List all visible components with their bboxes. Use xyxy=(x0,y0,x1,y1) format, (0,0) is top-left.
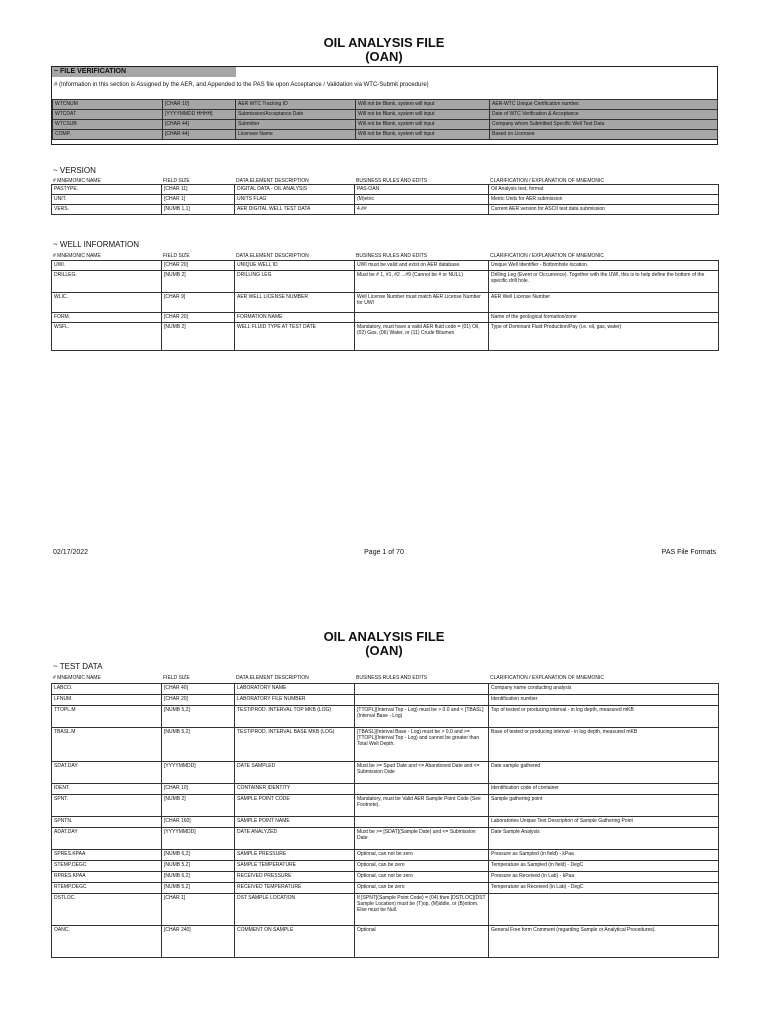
cell-description: RECEIVED TEMPERATURE xyxy=(235,883,355,894)
page2-subtitle: (OAN) xyxy=(365,643,403,658)
cell-field-size: [CHAR 20] xyxy=(162,313,235,323)
cell-clarification: Name of the geological formation/zone xyxy=(489,313,719,323)
column-header-business-rules: BUSINESS RULES AND EDITS xyxy=(356,675,428,681)
cell-business-rules xyxy=(355,695,489,706)
table-row xyxy=(52,261,719,271)
cell-business-rules: Will not be Blank, system will input xyxy=(356,130,490,140)
test-data-table xyxy=(51,683,719,958)
cell-clarification: Date of WTC Verification & Acceptance xyxy=(490,110,718,120)
cell-business-rules: Optional, can not be zero xyxy=(355,850,489,861)
cell-field-size: [CHAR 240] xyxy=(162,926,235,958)
version-section-title: ~ VERSION xyxy=(53,166,96,175)
footer-label: PAS File Formats xyxy=(661,549,716,556)
cell-field-size: [CHAR 1] xyxy=(162,894,235,926)
table-row xyxy=(52,323,719,351)
cell-field-size: [CHAR 11] xyxy=(162,185,235,195)
cell-mnemonic: ADAT.DAY xyxy=(52,828,162,850)
cell-description: RECEIVED PRESSURE xyxy=(235,872,355,883)
table-row xyxy=(52,706,719,728)
column-header-description: DATA ELEMENT DESCRIPTION xyxy=(236,178,309,184)
cell-clarification: Based on Licensee xyxy=(490,130,718,140)
well-information-header xyxy=(53,253,720,259)
table-row xyxy=(52,828,719,850)
test-data-header xyxy=(53,675,720,681)
cell-description: SAMPLE PRESSURE xyxy=(235,850,355,861)
cell-clarification: AER-WTC Unique Certification number. xyxy=(490,100,718,110)
cell-mnemonic: IDENT. xyxy=(52,784,162,795)
file-verification-table xyxy=(52,99,718,140)
cell-mnemonic: FORM. xyxy=(52,313,162,323)
cell-clarification: Pressure as Sampled (in field) - kPaa xyxy=(489,850,719,861)
cell-description: LABORATORY FILE NUMBER xyxy=(235,695,355,706)
cell-field-size: [NUMB 5,2] xyxy=(162,728,235,762)
cell-clarification: General Free form Comment (regarding Sample or Analytical Procedures). xyxy=(489,926,719,958)
cell-clarification: Drilling Leg (Event or Occurrence). Together with the UWI, this is to help define the bottom of the specific drill hole. xyxy=(489,271,719,293)
cell-description: DST SAMPLE LOCATION xyxy=(235,894,355,926)
cell-clarification: Temperature as Received (in Lab) - DegC xyxy=(489,883,719,894)
cell-description: COMMENT ON SAMPLE xyxy=(235,926,355,958)
cell-clarification: Laboratories Unique Text Description of Sample Gathering Point xyxy=(489,817,719,828)
cell-field-size: [CHAR 20] xyxy=(162,261,235,271)
column-header-field-size: FIELD SIZE xyxy=(163,675,190,681)
cell-mnemonic: LFNUM. xyxy=(52,695,162,706)
cell-clarification: Company name conducting analysis xyxy=(489,684,719,695)
cell-description: DATE ANALYZED xyxy=(235,828,355,850)
cell-field-size: [NUMB 2] xyxy=(162,323,235,351)
cell-description: AER WELL LICENSE NUMBER xyxy=(235,293,355,313)
cell-clarification: Temperature as Sampled (in field) - DegC xyxy=(489,861,719,872)
table-row xyxy=(52,684,719,695)
cell-clarification: Identification code of container xyxy=(489,784,719,795)
column-header-clarification: CLARIFICATION / EXPLANATION OF MNEMONIC xyxy=(490,178,604,184)
cell-field-size: [NUMB 5,2] xyxy=(162,883,235,894)
cell-description: UNIQUE WELL ID xyxy=(235,261,355,271)
cell-field-size: [NUMB 1,1] xyxy=(162,205,235,215)
table-row xyxy=(52,195,719,205)
cell-description: SAMPLE TEMPERATURE xyxy=(235,861,355,872)
page1-subtitle: (OAN) xyxy=(365,49,403,64)
column-header-description: DATA ELEMENT DESCRIPTION xyxy=(236,675,309,681)
cell-business-rules: (M)etric xyxy=(355,195,489,205)
column-header-mnemonic: # MNEMONIC NAME xyxy=(53,178,101,184)
cell-mnemonic: WTCNUM xyxy=(53,100,163,110)
column-header-mnemonic: # MNEMONIC NAME xyxy=(53,675,101,681)
cell-clarification: Date sample gathered xyxy=(489,762,719,784)
cell-mnemonic: WLIC. xyxy=(52,293,162,313)
page1-title: OIL ANALYSIS FILE xyxy=(323,35,445,50)
cell-mnemonic: WTCSUB xyxy=(53,120,163,130)
file-verification-note: # (Information in this section is Assigned by the AER, and Appended to the PAS file upon Acceptance / Validation via WTC-Submit procedure) xyxy=(54,82,429,88)
cell-clarification: AER Well License Number xyxy=(489,293,719,313)
cell-business-rules: If [SPNT](Sample Point Code) = (04) then [DSTLOC](DST Sample Location) must be (T)op, (M)iddle, or (B)ottom. Else must be Null. xyxy=(355,894,489,926)
column-header-business-rules: BUSINESS RULES AND EDITS xyxy=(356,253,428,259)
table-row xyxy=(52,271,719,293)
footer-page-number: Page 1 of 70 xyxy=(364,549,404,556)
cell-field-size: [CHAR 160] xyxy=(162,817,235,828)
cell-clarification: Company whom Submitted Specific Well Test Data xyxy=(490,120,718,130)
column-header-mnemonic: # MNEMONIC NAME xyxy=(53,253,101,259)
cell-field-size: [CHAR 1] xyxy=(162,195,235,205)
table-row xyxy=(52,205,719,215)
cell-description: WELL FLUID TYPE AT TEST DATE xyxy=(235,323,355,351)
cell-description: FORMATION NAME xyxy=(235,313,355,323)
table-row xyxy=(52,185,719,195)
cell-clarification: Metric Units for AER submission xyxy=(489,195,719,205)
cell-field-size: [CHAR 44] xyxy=(163,130,236,140)
cell-mnemonic: PASTYPE. xyxy=(52,185,162,195)
cell-clarification xyxy=(489,894,719,926)
cell-field-size: [NUMB 6,2] xyxy=(162,872,235,883)
cell-business-rules xyxy=(355,684,489,695)
table-row xyxy=(52,817,719,828)
cell-description: TEST/PROD. INTERVAL BASE MKB (LOG) xyxy=(235,728,355,762)
table-row xyxy=(53,120,718,130)
cell-business-rules xyxy=(355,817,489,828)
cell-mnemonic: OANC. xyxy=(52,926,162,958)
table-row xyxy=(52,926,719,958)
cell-mnemonic: TBASL.M xyxy=(52,728,162,762)
cell-business-rules: UWI must be valid and exist on AER database. xyxy=(355,261,489,271)
column-header-clarification: CLARIFICATION / EXPLANATION OF MNEMONIC xyxy=(490,675,604,681)
cell-field-size: [CHAR 10] xyxy=(163,100,236,110)
cell-field-size: [NUMB 2] xyxy=(162,795,235,817)
cell-business-rules xyxy=(355,313,489,323)
cell-business-rules: Must be >= Spud Date and <= Abandoned Date and <= Submission Date xyxy=(355,762,489,784)
cell-business-rules: Optional, can not be zero xyxy=(355,872,489,883)
cell-business-rules: Will not be Blank, system will input xyxy=(356,120,490,130)
cell-mnemonic: SDAT.DAY xyxy=(52,762,162,784)
table-row xyxy=(52,795,719,817)
cell-mnemonic: COMP. xyxy=(53,130,163,140)
cell-mnemonic: LABCO. xyxy=(52,684,162,695)
table-row xyxy=(52,784,719,795)
cell-description: AER DIGITAL WELL TEST DATA xyxy=(235,205,355,215)
table-row xyxy=(52,872,719,883)
table-row xyxy=(52,894,719,926)
table-row xyxy=(52,293,719,313)
table-row xyxy=(53,130,718,140)
cell-mnemonic: DRILLEG. xyxy=(52,271,162,293)
cell-mnemonic: STEMP.DEGC xyxy=(52,861,162,872)
cell-description: DATE SAMPLED xyxy=(235,762,355,784)
page2-title: OIL ANALYSIS FILE xyxy=(323,629,445,644)
column-header-business-rules: BUSINESS RULES AND EDITS xyxy=(356,178,428,184)
cell-business-rules: Optional, can be zero xyxy=(355,861,489,872)
cell-description: Submitter xyxy=(236,120,356,130)
cell-description: TEST/PROD. INTERVAL TOP MKB (LOG) xyxy=(235,706,355,728)
cell-business-rules: Optional xyxy=(355,926,489,958)
cell-field-size: [NUMB 5,2] xyxy=(162,706,235,728)
cell-description: DIGITAL DATA - OIL ANALYSIS xyxy=(235,185,355,195)
column-header-clarification: CLARIFICATION / EXPLANATION OF MNEMONIC xyxy=(490,253,604,259)
cell-business-rules: Mandatory, must have a valid AER fluid code = (01) Oil, (02) Gas, (06) Water, or (11) Crude Bitumen xyxy=(355,323,489,351)
cell-business-rules: [TBASL](Interval Base - Log) must be > 0.0 and >= [TTOPL](Interval Top - Log) and cannot be greater than Total Well Depth. xyxy=(355,728,489,762)
cell-description: CONTAINER IDENTITY xyxy=(235,784,355,795)
cell-description: SAMPLE POINT NAME xyxy=(235,817,355,828)
table-row xyxy=(52,850,719,861)
cell-field-size: [NUMB 5,2] xyxy=(162,861,235,872)
cell-description: DRILLING LEG xyxy=(235,271,355,293)
cell-field-size: [CHAR 40] xyxy=(162,684,235,695)
well-information-table xyxy=(51,260,719,351)
cell-description: Licensee Name xyxy=(236,130,356,140)
file-verification-title: ~ FILE VERIFICATION xyxy=(52,67,236,77)
table-row xyxy=(52,695,719,706)
cell-mnemonic: UNIT. xyxy=(52,195,162,205)
table-row xyxy=(53,100,718,110)
cell-clarification: Top of tested or producing interval - in log depth, measured mKB xyxy=(489,706,719,728)
cell-mnemonic: WSFL. xyxy=(52,323,162,351)
cell-field-size: [YYYYMMDD] xyxy=(162,762,235,784)
cell-field-size: [CHAR 44] xyxy=(163,120,236,130)
cell-business-rules: Must be >= [SDAT](Sample Date) and <= Submission Date xyxy=(355,828,489,850)
cell-business-rules: Well License Number must match AER License Number for UWI xyxy=(355,293,489,313)
cell-field-size: [NUMB 6,2] xyxy=(162,850,235,861)
cell-mnemonic: SPNTN. xyxy=(52,817,162,828)
cell-clarification: Oil Analysis test, format xyxy=(489,185,719,195)
cell-mnemonic: RTEMP.DEGC xyxy=(52,883,162,894)
cell-clarification: Identification number xyxy=(489,695,719,706)
cell-description: Submission/Acceptance Date xyxy=(236,110,356,120)
table-row xyxy=(52,313,719,323)
cell-field-size: [NUMB 2] xyxy=(162,271,235,293)
cell-clarification: Unique Well Identifier - Bottomhole location. xyxy=(489,261,719,271)
cell-clarification: Base of tested or producing interval - in log depth, measured mKB xyxy=(489,728,719,762)
table-row xyxy=(52,883,719,894)
cell-field-size: [YYYYMMDD HHHH] xyxy=(163,110,236,120)
cell-field-size: [CHAR 9] xyxy=(162,293,235,313)
cell-clarification: Sample gathering point xyxy=(489,795,719,817)
cell-business-rules: Will not be Blank, system will input xyxy=(356,100,490,110)
cell-clarification: Current AER version for ASCII test data submission xyxy=(489,205,719,215)
table-row xyxy=(52,728,719,762)
cell-mnemonic: RPRES.KPAA xyxy=(52,872,162,883)
cell-business-rules: Mandatory, must be Valid AER Sample Point Code (See Footnote). xyxy=(355,795,489,817)
cell-clarification: Date Sample Analysis xyxy=(489,828,719,850)
file-verification-section xyxy=(51,66,718,145)
cell-mnemonic: TTOPL.M xyxy=(52,706,162,728)
cell-field-size: [CHAR 20] xyxy=(162,695,235,706)
table-row xyxy=(53,110,718,120)
cell-field-size: [CHAR 10] xyxy=(162,784,235,795)
test-data-section-title: ~ TEST DATA xyxy=(53,662,103,671)
table-row xyxy=(52,861,719,872)
cell-mnemonic: DSTLOC. xyxy=(52,894,162,926)
cell-mnemonic: SPNT. xyxy=(52,795,162,817)
column-header-description: DATA ELEMENT DESCRIPTION xyxy=(236,253,309,259)
version-table xyxy=(51,184,719,215)
table-row xyxy=(52,762,719,784)
cell-clarification: Pressure as Received (in Lab) - kPaa xyxy=(489,872,719,883)
cell-mnemonic: SPRES.KPAA xyxy=(52,850,162,861)
cell-mnemonic: UWI. xyxy=(52,261,162,271)
cell-description: UNITS FLAG xyxy=(235,195,355,205)
cell-business-rules: [TTOPL](Interval Top - Log) must be > 0.0 and < [TBASL](Interval Base - Log) xyxy=(355,706,489,728)
cell-mnemonic: VERS. xyxy=(52,205,162,215)
cell-business-rules: Will not be Blank, system will input xyxy=(356,110,490,120)
cell-business-rules: PAS-OAN xyxy=(355,185,489,195)
cell-description: SAMPLE POINT CODE xyxy=(235,795,355,817)
footer-date: 02/17/2022 xyxy=(53,549,89,556)
cell-clarification: Type of Dominant Fluid Production/Pay (i.e. oil, gas, water) xyxy=(489,323,719,351)
cell-mnemonic: WTCDAT xyxy=(53,110,163,120)
cell-description: AER WTC Tracking ID xyxy=(236,100,356,110)
column-header-field-size: FIELD SIZE xyxy=(163,253,190,259)
cell-description: LABORATORY NAME xyxy=(235,684,355,695)
well-information-section-title: ~ WELL INFORMATION xyxy=(53,240,140,249)
cell-business-rules: 4.## xyxy=(355,205,489,215)
cell-field-size: [YYYYMMDD] xyxy=(162,828,235,850)
cell-business-rules: Must be # 1, #1, #2 ...#9 (Cannot be # or NULL) xyxy=(355,271,489,293)
column-header-field-size: FIELD SIZE xyxy=(163,178,190,184)
cell-business-rules: Optional, can be zero xyxy=(355,883,489,894)
cell-business-rules xyxy=(355,784,489,795)
